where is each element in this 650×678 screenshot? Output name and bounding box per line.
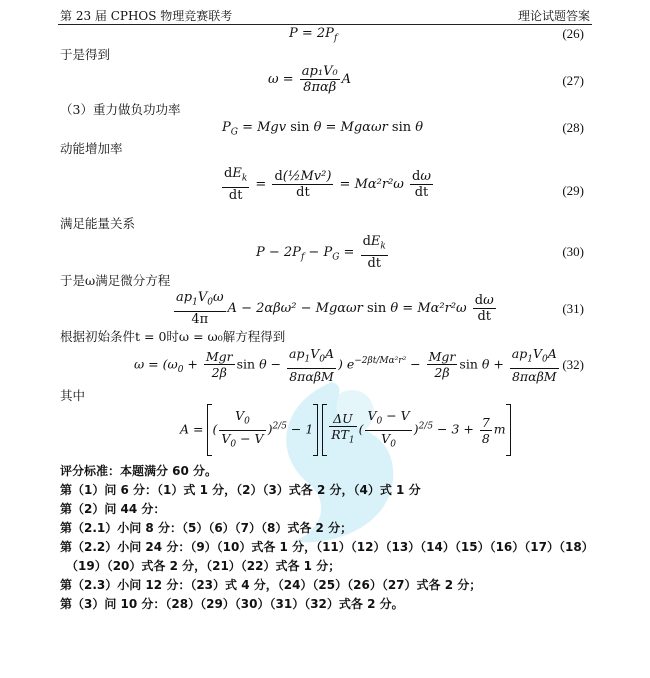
scoring-line-5: （19）（20）式各 2 分，（21）（22）式各 1 分； xyxy=(66,559,341,573)
text-omega: 于是ω满足微分方程 xyxy=(60,273,171,288)
scoring-line-1: 第（1）问 6 分：（1）式 1 分，（2）（3）式各 2 分，（4）式 1 分 xyxy=(60,483,421,497)
header-rule xyxy=(58,24,592,25)
text-energy: 满足能量关系 xyxy=(60,216,136,231)
equation-number-27: (27) xyxy=(562,73,584,88)
equation-number-29: (29) xyxy=(562,183,584,198)
text-init: 根据初始条件t = 0时ω = ω₀解方程得到 xyxy=(60,329,286,344)
scoring-line-0: 评分标准：本题满分 60 分。 xyxy=(60,464,218,478)
equation-30: $P - 2P_f - P_G$ = $\frac{dE_k}{dt}$ xyxy=(256,234,386,271)
scoring-line-6: 第（2.3）小问 12 分：（23）式 4 分，（24）（25）（26）（27）式各 2 分； xyxy=(60,578,482,592)
text-kinetic: 动能增加率 xyxy=(60,141,123,156)
text-qizhong: 其中 xyxy=(60,388,86,403)
equation-number-32: (32) xyxy=(562,357,584,372)
scoring-line-2: 第（2）问 44 分： xyxy=(60,502,166,516)
equation-number-31: (31) xyxy=(562,301,584,316)
equation-number-26: (26) xyxy=(562,26,584,41)
equation-number-28: (28) xyxy=(562,120,584,135)
text-yushi: 于是得到 xyxy=(60,47,111,62)
equation-28: $P_G$ = Mgv sin θ = Mgαωr sin θ xyxy=(222,120,424,138)
text-part3: （3）重力做负功功率 xyxy=(60,102,181,117)
header-right: 理论试题答案 xyxy=(517,9,590,23)
equation-number-30: (30) xyxy=(562,244,584,259)
scoring-line-3: 第（2.1）小问 8 分：（5）（6）（7）（8）式各 2 分； xyxy=(60,521,353,535)
equation-31: $\frac{ap_1V_0\omega}{4\pi}$ A − 2αβω² − Mgαωr sin θ = Mα²r²ω $\frac{d\omega}{dt}$ xyxy=(176,290,494,327)
equation-32: $\omega = (\omega_0$ + $\frac{\text{Mgr}}{2\beta}$ sin θ − $\frac{ap_1V_0A}{\text{8παβM}}$ ) $e^{-2\beta t/M\alpha^2r^2}$ − $\frac{\text{Mgr}}{2\beta}$ sin θ + $\frac{ap_1V_0A}{\text{8παβM}}$ xyxy=(134,346,557,384)
equation-A: A = ( $\frac{V_0}{V_0 - V}$ )$^{2/5}$ − 1 $\frac{\Delta U}{RT_1}$ ( $\frac{V_0 - V}{V_0}$ )$^{2/5}$ − 3 + $\frac{7}{8}$ m xyxy=(180,404,511,456)
equation-29: $\frac{dE_k}{dt}$ = $\frac{\text{d(½Mv²)}}{dt}$ = Mα²r²ω $\frac{d\omega}{dt}$ xyxy=(224,166,431,203)
equation-27: ω = $\frac{\text{ap₁V₀}}{\text{8παβ}}$ A xyxy=(268,64,352,95)
scoring-line-7: 第（3）问 10 分：（28）（29）（30）（31）（32）式各 2 分。 xyxy=(60,597,404,611)
header-left: 第 23 届 CPHOS 物理竞赛联考 xyxy=(60,9,233,23)
scoring-line-4: 第（2.2）小问 24 分：（9）（10）式各 1 分，（11）（12）（13）（14）（15）（16）（17）（18） xyxy=(60,540,594,554)
equation-26: $P = 2P_f$ xyxy=(289,26,338,44)
